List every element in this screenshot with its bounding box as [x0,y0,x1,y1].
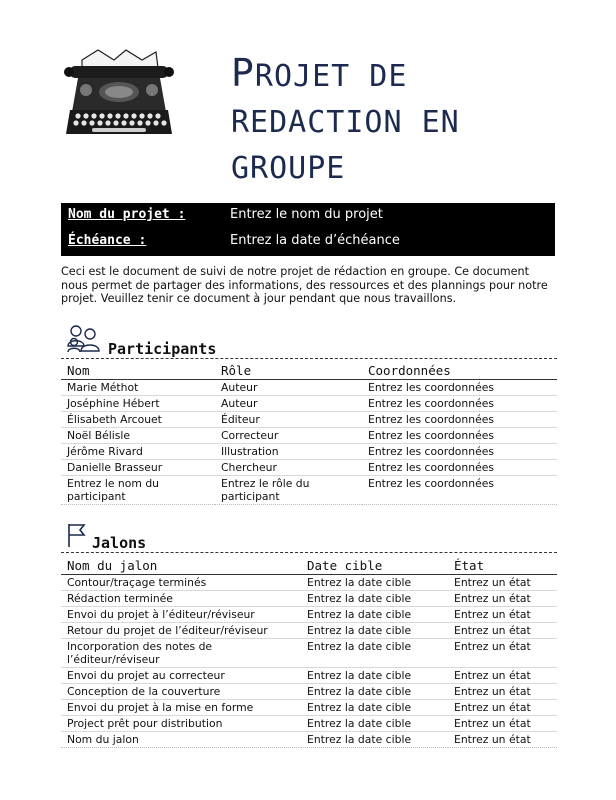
project-name-row [61,203,555,229]
milestone-status-cell[interactable]: Entrez un état [448,732,557,748]
milestone-status-cell[interactable]: Entrez un état [448,716,557,732]
table-row [61,684,557,700]
title-initial: P [231,51,255,95]
table-row [61,575,557,591]
milestone-status-cell[interactable]: Entrez un état [448,639,557,668]
table-row [61,428,557,444]
participant-contact-cell[interactable]: Entrez les coordonnées [362,428,557,444]
title-line-1-text: ROJET DE [254,59,408,94]
participant-role-cell[interactable]: Auteur [215,396,362,412]
column-header-target-date: Date cible [301,556,448,575]
table-row [61,591,557,607]
milestones-heading: Jalons [92,534,147,552]
column-header-status: État [448,556,557,575]
table-row [61,716,557,732]
milestone-name-cell[interactable]: Contour/traçage terminés [61,575,301,591]
milestones-section-heading [61,518,557,553]
participant-role-cell[interactable]: Illustration [215,444,362,460]
participant-role-cell[interactable]: Chercheur [215,460,362,476]
table-row [61,412,557,428]
participant-name-cell[interactable]: Entrez le nom du participant [61,476,215,505]
milestone-date-cell[interactable]: Entrez la date cible [301,639,448,668]
milestone-status-cell[interactable]: Entrez un état [448,607,557,623]
participant-name-cell[interactable]: Danielle Brasseur [61,460,215,476]
column-header-milestone: Nom du jalon [61,556,301,575]
milestone-status-cell[interactable]: Entrez un état [448,700,557,716]
participants-table [61,361,557,505]
milestone-date-cell[interactable]: Entrez la date cible [301,668,448,684]
participant-contact-cell[interactable]: Entrez les coordonnées [362,476,557,505]
milestone-status-cell[interactable]: Entrez un état [448,684,557,700]
milestone-date-cell[interactable]: Entrez la date cible [301,732,448,748]
milestone-name-cell[interactable]: Retour du projet de l’éditeur/réviseur [61,623,301,639]
page-title [231,50,581,192]
participant-contact-cell[interactable]: Entrez les coordonnées [362,412,557,428]
milestone-name-cell[interactable]: Conception de la couverture [61,684,301,700]
deadline-label: Échéance : [68,233,147,248]
participant-contact-cell[interactable]: Entrez les coordonnées [362,444,557,460]
participants-heading: Participants [108,340,217,358]
milestone-status-cell[interactable]: Entrez un état [448,668,557,684]
flag-icon [66,522,88,548]
milestone-name-cell[interactable]: Rédaction terminée [61,591,301,607]
milestone-status-cell[interactable]: Entrez un état [448,591,557,607]
milestone-name-cell[interactable]: Envoi du projet à l’éditeur/réviseur [61,607,301,623]
milestone-date-cell[interactable]: Entrez la date cible [301,591,448,607]
typewriter-illustration [64,46,174,138]
participant-role-cell[interactable]: Éditeur [215,412,362,428]
intro-paragraph: Ceci est le document de suivi de notre projet de rédaction en groupe. Ce document nous permet de partager des informations, des ressources et des plannings pour notre projet. Veuillez tenir ce document à jour pendant que nous travaillons. [61,265,548,305]
participant-role-cell[interactable]: Auteur [215,380,362,396]
participant-contact-cell[interactable]: Entrez les coordonnées [362,460,557,476]
deadline-field[interactable]: Entrez la date d’échéance [230,233,400,248]
participants-section-heading [61,324,557,359]
participant-contact-cell[interactable]: Entrez les coordonnées [362,396,557,412]
table-row [61,700,557,716]
milestone-date-cell[interactable]: Entrez la date cible [301,623,448,639]
milestone-date-cell[interactable]: Entrez la date cible [301,607,448,623]
table-row [61,668,557,684]
milestone-date-cell[interactable]: Entrez la date cible [301,700,448,716]
table-row [61,623,557,639]
table-row [61,380,557,396]
table-row [61,732,557,748]
table-row [61,396,557,412]
column-header-role: Rôle [215,361,362,380]
milestone-name-cell[interactable]: Envoi du projet à la mise en forme [61,700,301,716]
table-row [61,476,557,505]
table-row [61,460,557,476]
participant-role-cell[interactable]: Correcteur [215,428,362,444]
title-line-3: GROUPE [231,151,346,186]
milestone-date-cell[interactable]: Entrez la date cible [301,684,448,700]
participant-name-cell[interactable]: Jérôme Rivard [61,444,215,460]
participant-contact-cell[interactable]: Entrez les coordonnées [362,380,557,396]
table-row [61,607,557,623]
title-line-1 [231,50,581,100]
table-header-row [61,556,557,575]
project-name-label: Nom du projet : [68,207,186,222]
milestone-date-cell[interactable]: Entrez la date cible [301,575,448,591]
title-line-2: REDACTION EN [231,105,460,140]
column-header-contact: Coordonnées [362,361,557,380]
participant-role-cell[interactable]: Entrez le rôle du participant [215,476,362,505]
milestones-table [61,556,557,748]
milestone-status-cell[interactable]: Entrez un état [448,575,557,591]
milestone-name-cell[interactable]: Nom du jalon [61,732,301,748]
milestone-name-cell[interactable]: Incorporation des notes de l’éditeur/réviseur [61,639,301,668]
participant-name-cell[interactable]: Marie Méthot [61,380,215,396]
milestone-name-cell[interactable]: Envoi du projet au correcteur [61,668,301,684]
project-name-field[interactable]: Entrez le nom du projet [230,207,383,222]
participant-name-cell[interactable]: Élisabeth Arcouet [61,412,215,428]
milestone-name-cell[interactable]: Project prêt pour distribution [61,716,301,732]
table-header-row [61,361,557,380]
milestone-date-cell[interactable]: Entrez la date cible [301,716,448,732]
participant-name-cell[interactable]: Joséphine Hébert [61,396,215,412]
participant-name-cell[interactable]: Noël Bélisle [61,428,215,444]
people-icon [66,324,102,354]
deadline-row [61,229,555,255]
column-header-name: Nom [61,361,215,380]
table-row [61,444,557,460]
table-row [61,639,557,668]
project-info-bar [61,203,555,256]
milestone-status-cell[interactable]: Entrez un état [448,623,557,639]
